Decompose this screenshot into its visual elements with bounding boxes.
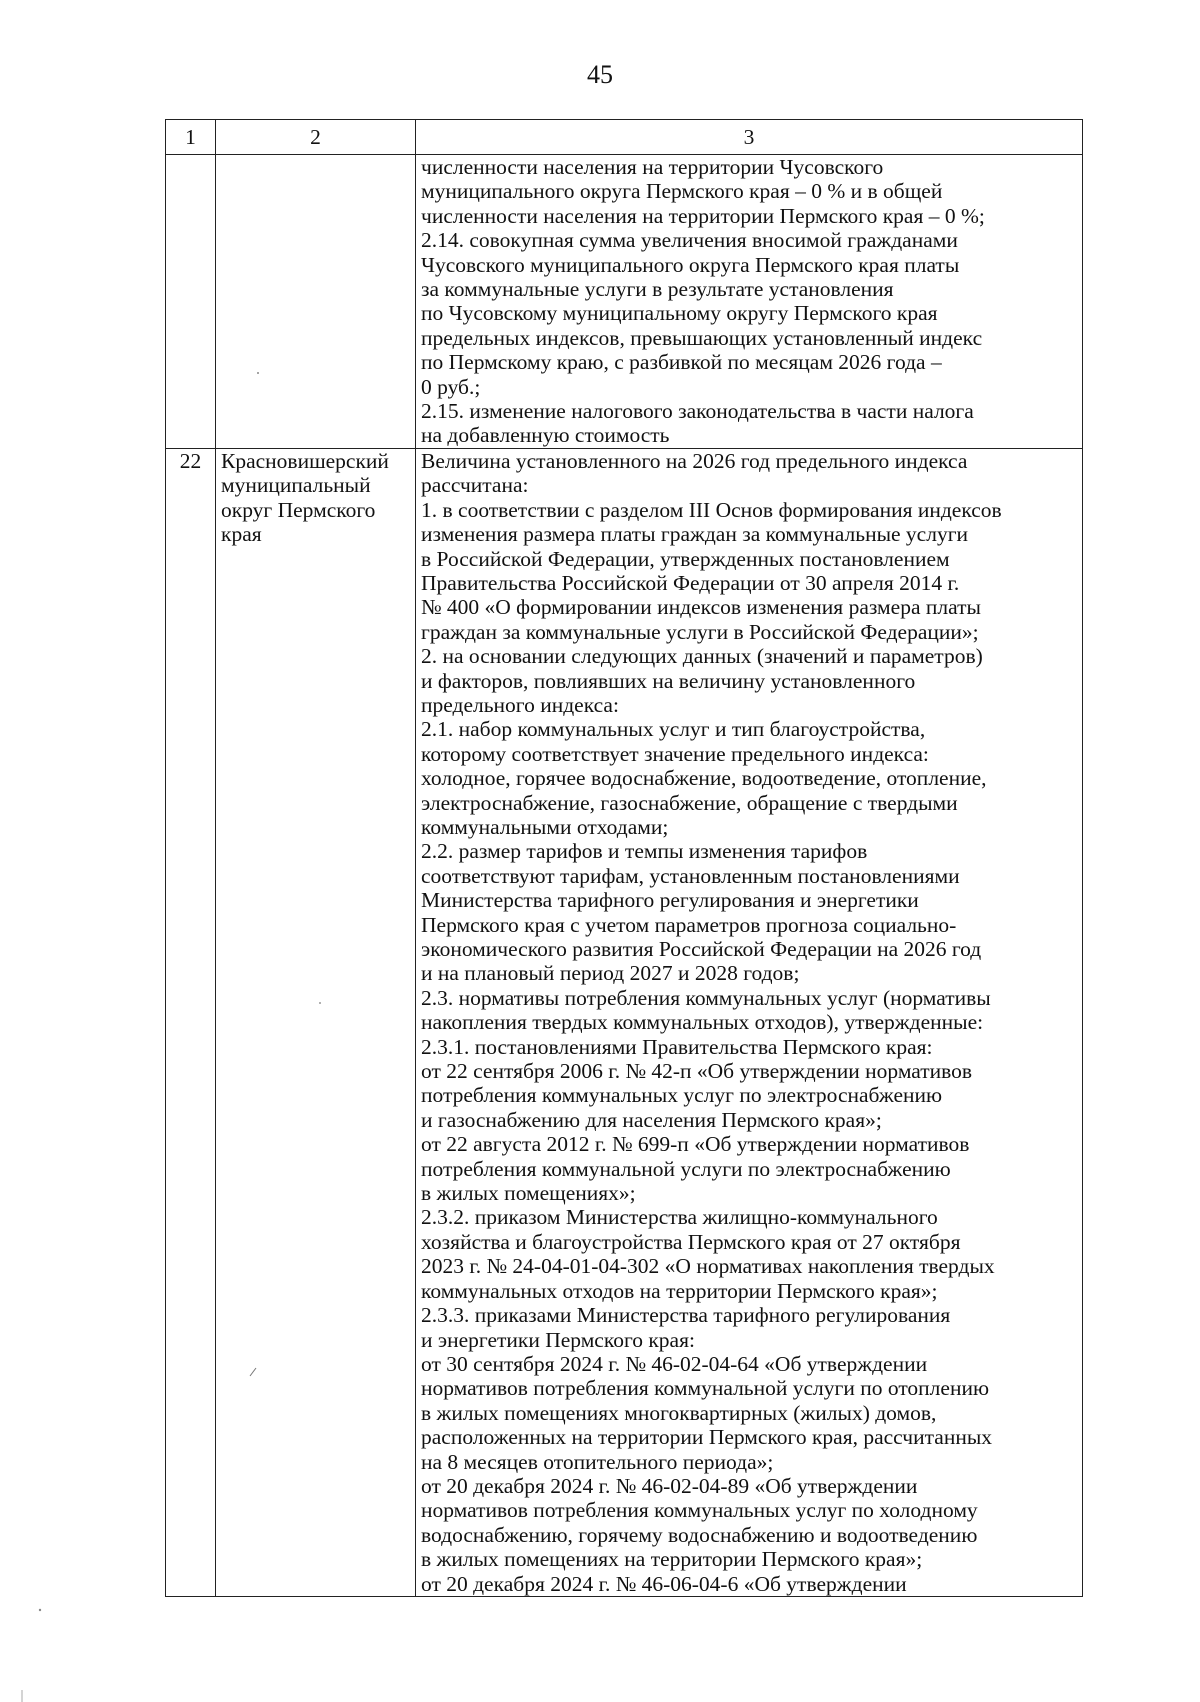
description-line: коммунальных отходов на территории Пермского края»; bbox=[421, 1278, 938, 1303]
description-line: и энергетики Пермского края: bbox=[421, 1327, 695, 1352]
description-line: 2.3.1. постановлениями Правительства Пермского края: bbox=[421, 1034, 933, 1059]
description-line: 2. на основании следующих данных (значений и параметров) bbox=[421, 644, 983, 669]
description-line: в жилых помещениях на территории Пермского края»; bbox=[421, 1547, 923, 1572]
description-line: в жилых помещениях»; bbox=[421, 1181, 636, 1206]
description-line: от 20 декабря 2024 г. № 46-02-04-89 «Об утверждении bbox=[421, 1473, 918, 1498]
description-line: по Пермскому краю, с разбивкой по месяцам 2026 года – bbox=[421, 350, 942, 375]
description-line: 2.3.3. приказами Министерства тарифного регулирования bbox=[421, 1303, 951, 1328]
description-line: Пермского края с учетом параметров прогноза социально- bbox=[421, 912, 957, 937]
page-number: 45 bbox=[587, 60, 613, 89]
header-cell-1: 1 bbox=[166, 120, 216, 155]
description-line: № 400 «О формировании индексов изменения размера платы bbox=[421, 595, 981, 620]
description-line: накопления твердых коммунальных отходов), утвержденные: bbox=[421, 1010, 984, 1035]
table-header-row bbox=[166, 120, 1083, 155]
description-line: потребления коммунальной услуги по электроснабжению bbox=[421, 1156, 951, 1181]
description-line: расположенных на территории Пермского края, рассчитанных bbox=[421, 1425, 993, 1450]
description-line: потребления коммунальных услуг по электроснабжению bbox=[421, 1083, 943, 1108]
description-line: в жилых помещениях многоквартирных (жилых) домов, bbox=[421, 1400, 937, 1425]
description-line: Правительства Российской Федерации от 30 апреля 2014 г. bbox=[421, 570, 960, 595]
description-line: нормативов потребления коммунальных услуг по холодному bbox=[421, 1498, 978, 1523]
description-line: Министерства тарифного регулирования и энергетики bbox=[421, 888, 919, 913]
description-line: 1. в соответствии с разделом III Основ формирования индексов bbox=[421, 497, 1002, 522]
municipality-name-line: Красновишерский bbox=[221, 448, 389, 473]
table-row bbox=[166, 155, 1083, 449]
municipality-name-line: округ Пермского bbox=[221, 497, 376, 522]
description-line: численности населения на территории Чусовского bbox=[421, 155, 884, 179]
description-line: от 22 августа 2012 г. № 699-п «Об утверждении нормативов bbox=[421, 1132, 970, 1157]
header-cell-2: 2 bbox=[216, 120, 416, 155]
description-line: за коммунальные услуги в результате установления bbox=[421, 277, 894, 302]
description-line: предельных индексов, превышающих установленный индекс bbox=[421, 325, 983, 350]
description-line: от 22 сентября 2006 г. № 42-п «Об утверждении нормативов bbox=[421, 1059, 973, 1084]
description-line: 2023 г. № 24-04-01-04-302 «О нормативах накопления твердых bbox=[421, 1254, 995, 1279]
description-line: 2.2. размер тарифов и темпы изменения тарифов bbox=[421, 839, 868, 864]
description-line: 2.14. совокупная сумма увеличения вносимой гражданами bbox=[421, 228, 958, 253]
description-line: предельного индекса: bbox=[421, 692, 619, 717]
description-line: и газоснабжению для населения Пермского края»; bbox=[421, 1107, 882, 1132]
row-number-cell: 22 bbox=[166, 448, 216, 1596]
municipality-name-line: муниципальный bbox=[221, 473, 371, 498]
description-line: водоснабжению, горячему водоснабжению и водоотведению bbox=[421, 1522, 978, 1547]
municipality-name-cell bbox=[216, 448, 416, 1596]
description-cell bbox=[416, 155, 1083, 449]
description-line: электроснабжение, газоснабжение, обращение с твердыми bbox=[421, 790, 958, 815]
description-line: от 20 декабря 2024 г. № 46-06-04-6 «Об утверждении bbox=[421, 1571, 907, 1596]
description-line: численности населения на территории Пермского края – 0 %; bbox=[421, 203, 985, 228]
description-line: хозяйства и благоустройства Пермского края от 27 октября bbox=[421, 1229, 961, 1254]
description-cell bbox=[416, 448, 1083, 1596]
header-cell-3: 3 bbox=[416, 120, 1083, 155]
description-line: холодное, горячее водоснабжение, водоотведение, отопление, bbox=[421, 766, 987, 791]
description-line: 2.1. набор коммунальных услуг и тип благоустройства, bbox=[421, 717, 926, 742]
description-line: 2.3.2. приказом Министерства жилищно-коммунального bbox=[421, 1205, 938, 1230]
description-line: по Чусовскому муниципальному округу Пермского края bbox=[421, 301, 938, 326]
description-line: 2.3. нормативы потребления коммунальных услуг (нормативы bbox=[421, 985, 991, 1010]
description-line: 0 руб.; bbox=[421, 374, 481, 399]
description-line: которому соответствует значение предельного индекса: bbox=[421, 741, 929, 766]
row-number-cell bbox=[166, 155, 216, 449]
description-line: Чусовского муниципального округа Пермского края платы bbox=[421, 252, 960, 277]
municipality-name-line: края bbox=[221, 522, 262, 547]
municipality-name-cell bbox=[216, 155, 416, 449]
description-line: соответствуют тарифам, установленным постановлениями bbox=[421, 863, 960, 888]
description-line: от 30 сентября 2024 г. № 46-02-04-64 «Об утверждении bbox=[421, 1351, 928, 1376]
description-line: изменения размера платы граждан за коммунальные услуги bbox=[421, 522, 969, 547]
document-table bbox=[165, 119, 1083, 1597]
description-line: коммунальными отходами; bbox=[421, 814, 669, 839]
description-line: рассчитана: bbox=[421, 473, 529, 498]
description-line: на добавленную стоимость bbox=[421, 423, 670, 448]
description-line: в Российской Федерации, утвержденных постановлением bbox=[421, 546, 950, 571]
description-line: граждан за коммунальные услуги в Российской Федерации»; bbox=[421, 619, 979, 644]
description-line: и факторов, повлиявших на величину установленного bbox=[421, 668, 916, 693]
description-line: 2.15. изменение налогового законодательства в части налога bbox=[421, 399, 974, 424]
description-line: и на плановый период 2027 и 2028 годов; bbox=[421, 961, 800, 986]
table-row bbox=[166, 448, 1083, 1596]
description-line: Величина установленного на 2026 год предельного индекса bbox=[421, 448, 968, 473]
description-line: экономического развития Российской Федерации на 2026 год bbox=[421, 937, 982, 961]
description-line: нормативов потребления коммунальной услуги по отоплению bbox=[421, 1376, 990, 1401]
description-line: муниципального округа Пермского края – 0 % и в общей bbox=[421, 179, 943, 204]
description-line: на 8 месяцев отопительного периода»; bbox=[421, 1449, 774, 1474]
